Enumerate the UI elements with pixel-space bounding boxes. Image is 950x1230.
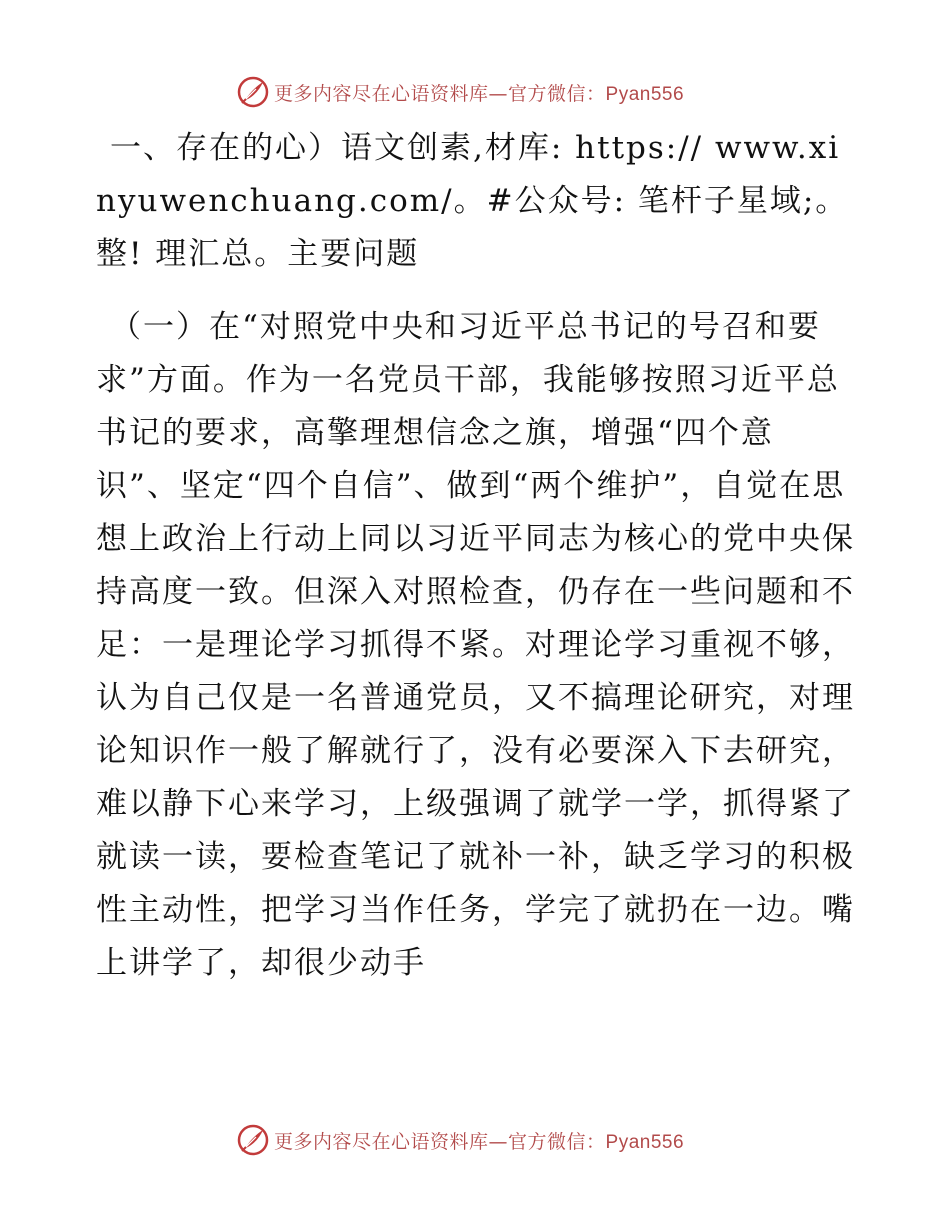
feather-pen-logo-icon	[236, 1123, 270, 1157]
document-body	[96, 122, 856, 990]
section-heading: 一、存在的心）语文创素,材库: https:// www.xinyuwenchuang.com/。#公众号: 笔杆子星域;。整! 理汇总。主要问题	[96, 130, 849, 272]
watermark-text: 更多内容尽在心语资料库—官方微信：Pyan556	[274, 1130, 685, 1153]
header-watermark	[236, 72, 684, 112]
watermark-text: 更多内容尽在心语资料库—官方微信：Pyan556	[274, 82, 685, 105]
footer-watermark	[236, 1120, 684, 1160]
section-paragraph: （一）在“对照党中央和习近平总书记的号召和要求”方面。作为一名党员干部，我能够按照习近平总书记的要求，高擎理想信念之旗，增强“四个意识”、坚定“四个自信”、做到“两个维护”，自觉在思想上政治上行动上同以习近平同志为核心的党中央保持高度一致。但深入对照检查，仍存在一些问题和不足：一是理论学习抓得不紧。对理论学习重视不够，认为自己仅是一名普通党员，又不搞理论研究，对理论知识作一般了解就行了，没有必要深入下去研究，难以静下心来学习，上级强调了就学一学，抓得紧了就读一读，要检查笔记了就补一补，缺乏学习的积极性主动性，把学习当作任务，学完了就扔在一边。嘴上讲学了，却很少动手	[96, 309, 855, 981]
feather-pen-logo-icon	[236, 75, 270, 109]
